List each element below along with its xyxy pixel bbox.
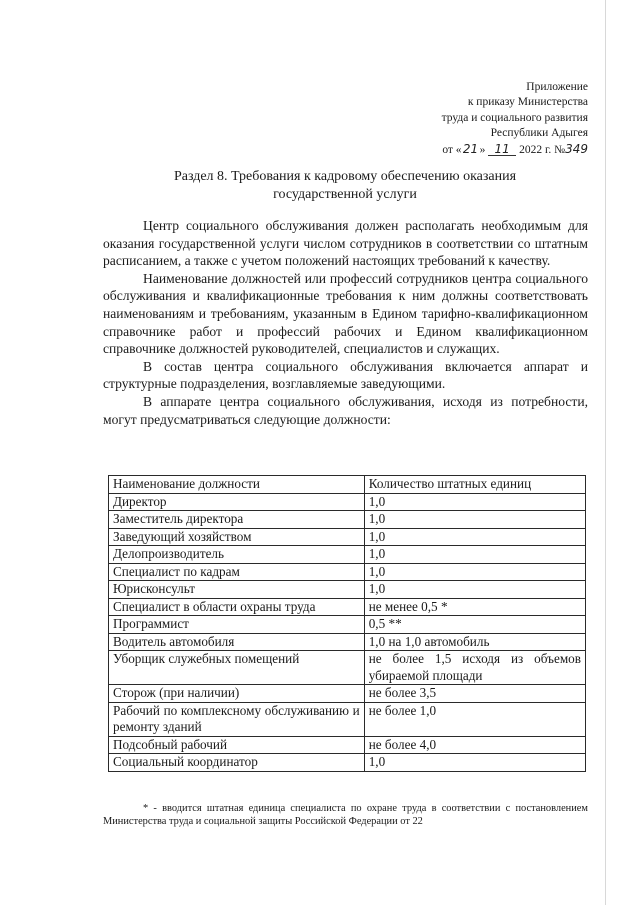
table-row	[109, 616, 586, 634]
paragraph-4: В аппарате центра социального обслуживания, исходя из потребности, могут предусматриваться следующие должности:	[103, 393, 588, 427]
approval-date-line	[368, 142, 588, 158]
table-row	[109, 598, 586, 616]
position-cell: Рабочий по комплексному обслуживанию и ремонту зданий	[109, 702, 365, 736]
section-title-line-1: Раздел 8. Требования к кадровому обеспечению оказания	[173, 169, 517, 184]
position-cell: Сторож (при наличии)	[109, 685, 365, 703]
units-cell: 1,0	[364, 546, 585, 564]
order-number-handwritten: 349	[565, 141, 588, 156]
header-position-name: Наименование должности	[109, 476, 365, 494]
units-cell: 0,5 **	[364, 616, 585, 634]
units-cell: не более 4,0	[364, 736, 585, 754]
units-cell: 1,0	[364, 493, 585, 511]
table-row	[109, 546, 586, 564]
units-cell: 1,0 на 1,0 автомобиль	[364, 633, 585, 651]
section-title-line-2: государственной услуги	[273, 187, 417, 202]
header-staff-units: Количество штатных единиц	[364, 476, 585, 494]
paragraph-1: Центр социального обслуживания должен располагать необходимым для оказания государственной услуги числом сотрудников в соответствии со штатным расписанием, а также с учетом положений настоящих требований к качеству.	[103, 218, 588, 269]
units-cell: 1,0	[364, 563, 585, 581]
table-row	[109, 511, 586, 529]
body-text	[103, 217, 588, 428]
footnote-text: * - вводится штатная единица специалиста по охране труда в соответствии с постановлением Министерства труда и социальной защиты Российской Федерации от 22	[103, 803, 588, 827]
approval-block	[368, 80, 588, 158]
position-cell: Специалист по кадрам	[109, 563, 365, 581]
position-cell: Социальный координатор	[109, 754, 365, 772]
position-cell: Программист	[109, 616, 365, 634]
units-cell: 1,0	[364, 581, 585, 599]
table-row	[109, 702, 586, 736]
position-cell: Директор	[109, 493, 365, 511]
table-row	[109, 633, 586, 651]
units-cell: не более 1,0	[364, 702, 585, 736]
section-title	[100, 168, 590, 204]
scan-edge-line	[605, 0, 606, 905]
position-cell: Юрисконсульт	[109, 581, 365, 599]
paragraph-3: В состав центра социального обслуживания включается аппарат и структурные подразделения, возглавляемые заведующими.	[103, 358, 588, 392]
footnote	[103, 802, 588, 828]
units-cell: не более 1,5 исходя из объемов убираемой площади	[364, 651, 585, 685]
table-row	[109, 528, 586, 546]
table-row	[109, 651, 586, 685]
approval-line-2: к приказу Министерства	[467, 96, 588, 109]
date-day-handwritten: 21	[462, 141, 479, 156]
approval-line-1: Приложение	[526, 81, 588, 93]
approval-line-4: Республики Адыгея	[490, 127, 588, 140]
units-cell: 1,0	[364, 754, 585, 772]
position-cell: Делопроизводитель	[109, 546, 365, 564]
position-cell: Специалист в области охраны труда	[109, 598, 365, 616]
table-row	[109, 685, 586, 703]
position-cell: Водитель автомобиля	[109, 633, 365, 651]
units-cell: не более 3,5	[364, 685, 585, 703]
date-prefix: от «	[442, 143, 462, 156]
table-row	[109, 563, 586, 581]
table-row	[109, 581, 586, 599]
units-cell: 1,0	[364, 528, 585, 546]
date-mid: »	[479, 143, 486, 156]
date-month-handwritten: 11	[488, 143, 516, 156]
approval-line-3: труда и социального развития	[441, 111, 588, 124]
table-row	[109, 754, 586, 772]
date-year: 2022 г. №	[519, 143, 566, 156]
staff-positions-table	[108, 475, 586, 772]
units-cell: 1,0	[364, 511, 585, 529]
position-cell: Уборщик служебных помещений	[109, 651, 365, 685]
units-cell: не менее 0,5 *	[364, 598, 585, 616]
position-cell: Подсобный рабочий	[109, 736, 365, 754]
table-header-row	[109, 476, 586, 494]
position-cell: Заведующий хозяйством	[109, 528, 365, 546]
paragraph-2: Наименование должностей или профессий сотрудников центра социального обслуживания и квалификационные требования к ним должны соответствовать наименованиям и требованиям, указанным в Едином тарифно-квалификационном справочнике работ и профессий рабочих и Едином квалификационном справочнике должностей руководителей, специалистов и служащих.	[103, 270, 588, 357]
table-row	[109, 736, 586, 754]
table-row	[109, 493, 586, 511]
position-cell: Заместитель директора	[109, 511, 365, 529]
